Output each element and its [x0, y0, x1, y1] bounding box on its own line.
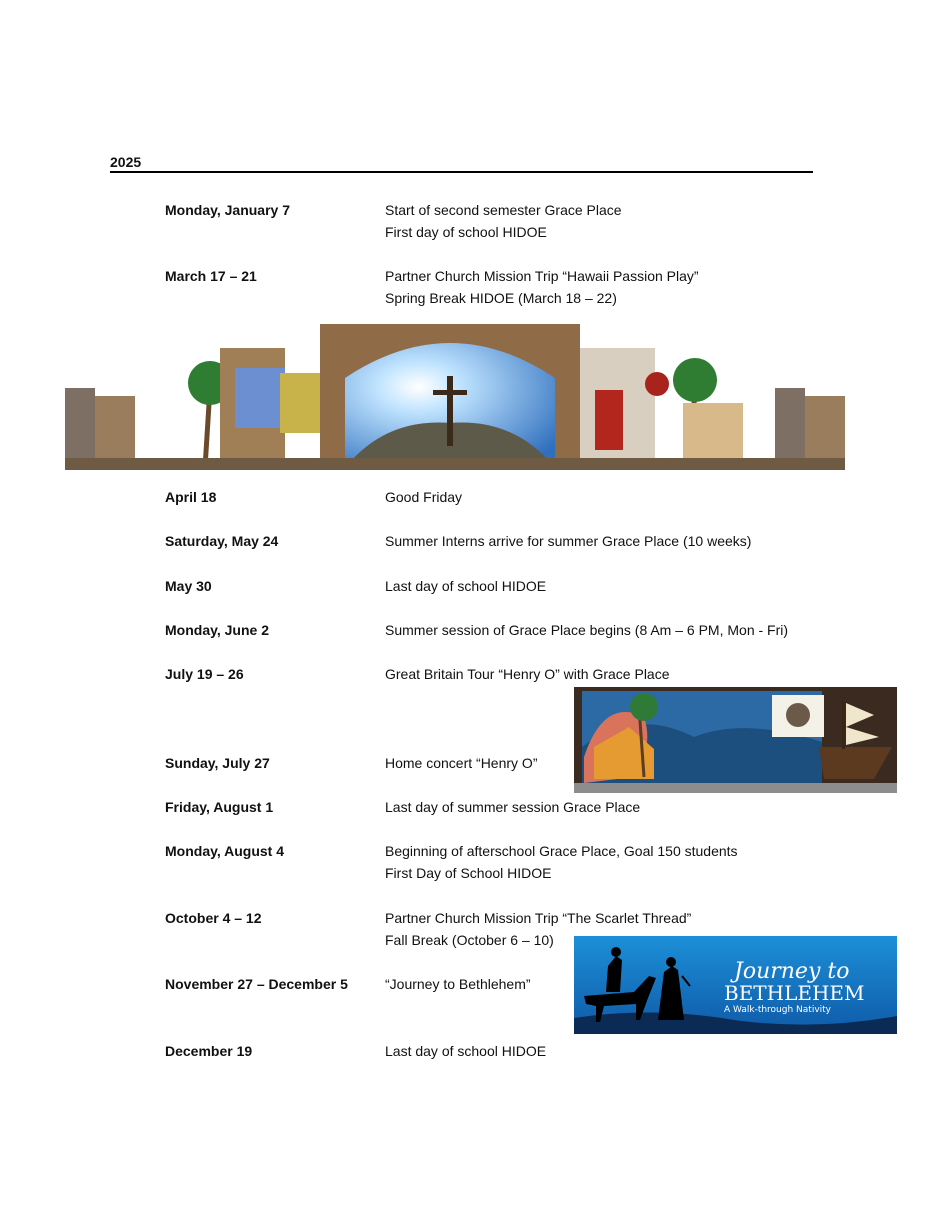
event-date: November 27 – December 5: [165, 976, 348, 992]
event-line: Home concert “Henry O”: [385, 755, 538, 771]
event-date: Monday, August 4: [165, 843, 284, 859]
journey-to-bethlehem-banner: [574, 936, 897, 1034]
event-description: [385, 752, 537, 774]
event-date: Monday, June 2: [165, 622, 269, 638]
event-date: Saturday, May 24: [165, 533, 279, 549]
event-line: First Day of School HIDOE: [385, 865, 552, 881]
event-description: [385, 530, 751, 552]
event-line: Last day of school HIDOE: [385, 578, 547, 594]
henry-o-image: [574, 687, 897, 793]
passion-play-stage-image: [65, 318, 845, 470]
event-line: First day of school HIDOE: [385, 224, 547, 240]
event-line: Great Britain Tour “Henry O” with Grace Place: [385, 666, 670, 682]
event-line: Summer Interns arrive for summer Grace Place (10 weeks): [385, 533, 752, 549]
journey-subtitle: A Walk-through Nativity: [724, 1005, 831, 1015]
event-description: [385, 265, 699, 309]
event-description: [385, 973, 531, 995]
event-line: Spring Break HIDOE (March 18 – 22): [385, 290, 617, 306]
event-date: December 19: [165, 1043, 253, 1059]
event-line: Last day of school HIDOE: [385, 1043, 547, 1059]
event-line: Start of second semester Grace Place: [385, 202, 622, 218]
event-line: Partner Church Mission Trip “The Scarlet Thread”: [385, 910, 692, 926]
event-description: [385, 575, 546, 597]
event-description: [385, 840, 738, 884]
event-description: [385, 796, 640, 818]
event-line: “Journey to Bethlehem”: [385, 976, 531, 992]
journey-title-line1: Journey to: [734, 959, 850, 984]
event-date: Monday, January 7: [165, 202, 291, 218]
year-heading: 2025: [110, 154, 813, 173]
event-date: May 30: [165, 578, 212, 594]
event-date: March 17 – 21: [165, 268, 257, 284]
event-line: Beginning of afterschool Grace Place, Goal 150 students: [385, 843, 738, 859]
event-description: [385, 199, 622, 243]
event-line: Last day of summer session Grace Place: [385, 799, 641, 815]
event-line: Summer session of Grace Place begins (8 Am – 6 PM, Mon - Fri): [385, 622, 789, 638]
event-line: Fall Break (October 6 – 10): [385, 932, 554, 948]
event-description: [385, 663, 670, 685]
event-description: [385, 486, 462, 508]
journey-title-line2: BETHLEHEM: [724, 981, 865, 1005]
event-line: Partner Church Mission Trip “Hawaii Passion Play”: [385, 268, 699, 284]
event-date: October 4 – 12: [165, 910, 262, 926]
event-description: [385, 1040, 546, 1062]
event-date: Friday, August 1: [165, 799, 274, 815]
event-date: Sunday, July 27: [165, 755, 270, 771]
event-date: April 18: [165, 489, 217, 505]
event-description: [385, 619, 788, 641]
event-line: Good Friday: [385, 489, 463, 505]
event-date: July 19 – 26: [165, 666, 244, 682]
